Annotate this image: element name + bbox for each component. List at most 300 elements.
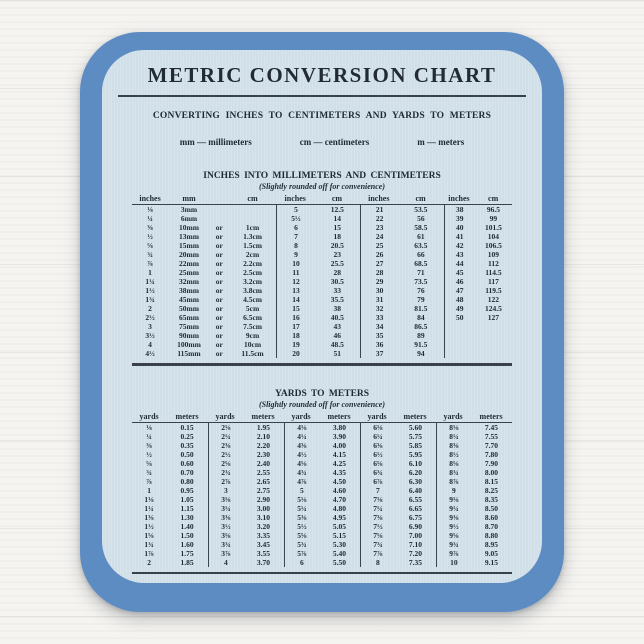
table-cell: or: [215, 259, 223, 268]
table-cell: 28: [333, 268, 341, 277]
table-cell: 4⅛: [297, 422, 307, 432]
table-cell: inches: [139, 194, 161, 203]
table-cell: 117: [488, 277, 499, 286]
table-cell: 7.45: [484, 422, 498, 432]
table-cell: ⅝: [146, 458, 152, 468]
table-cell: 14: [333, 214, 341, 223]
table-cell: 43: [333, 322, 341, 331]
inches-section-title: INCHES INTO MILLIMETERS AND CENTIMETERS: [203, 171, 441, 181]
inches-header-group: [276, 193, 360, 204]
table-cell: 2⅛: [221, 422, 231, 432]
yards-section: [102, 389, 542, 575]
table-cell: 7.55: [484, 431, 498, 441]
table-cell: 7.80: [484, 449, 498, 459]
table-cell: 50mm: [179, 304, 200, 313]
table-cell: 2.75: [256, 485, 270, 495]
table-cell: 5¾: [297, 539, 307, 549]
table-cell: 2½: [145, 313, 155, 322]
table-cell: 46: [333, 331, 341, 340]
table-cell: 48: [455, 295, 464, 304]
table-cell: 8⅞: [449, 476, 459, 486]
table-cell: 30.5: [330, 277, 344, 286]
table-cell: 122: [487, 295, 500, 304]
table-cell: 3: [224, 485, 228, 495]
table-cell: 8: [376, 557, 380, 567]
table-cell: 29: [375, 277, 384, 286]
table-cell: 18: [292, 331, 300, 340]
table-cell: 7⅛: [373, 494, 383, 504]
table-cell: 2¼: [221, 431, 231, 441]
table-cell: 13mm: [179, 232, 200, 241]
table-cell: 53.5: [414, 205, 428, 214]
table-cell: 81.5: [414, 304, 428, 313]
table-cell: 1: [148, 268, 152, 277]
table-cell: or: [215, 304, 223, 313]
table-cell: yards: [139, 411, 159, 421]
table-cell: 36: [375, 340, 384, 349]
table-cell: 46: [455, 277, 464, 286]
table-cell: 2¾: [221, 467, 231, 477]
table-cell: 5.95: [408, 449, 422, 459]
table-cell: 5.15: [332, 530, 346, 540]
table-cell: 6.20: [408, 467, 422, 477]
inches-table-body: [132, 205, 512, 358]
table-cell: 3⅞: [221, 548, 231, 558]
table-cell: 20.5: [330, 241, 344, 250]
table-cell: 2⅝: [221, 458, 231, 468]
table-cell: 4.00: [332, 440, 346, 450]
page-title: METRIC CONVERSION CHART: [147, 63, 497, 87]
table-cell: 2.10: [256, 431, 270, 441]
table-cell: 9⅞: [449, 548, 459, 558]
table-cell: 3.55: [256, 548, 270, 558]
table-cell: 7.70: [484, 440, 498, 450]
table-cell: 1.85: [180, 557, 194, 567]
table-cell: 33: [375, 313, 384, 322]
table-cell: 90mm: [179, 331, 200, 340]
table-cell: 2.30: [256, 449, 270, 459]
table-cell: 35.5: [330, 295, 344, 304]
table-cell: 1⅝: [144, 530, 154, 540]
table-cell: 8⅝: [449, 458, 459, 468]
table-cell: 6½: [373, 449, 383, 459]
table-cell: 12.5: [330, 205, 344, 214]
table-cell: ¼: [146, 431, 152, 441]
table-cell: 3.8cm: [243, 286, 263, 295]
table-cell: yards: [215, 411, 235, 421]
table-cell: 6.5cm: [243, 313, 263, 322]
table-cell: 1.5cm: [243, 241, 263, 250]
table-cell: ⅞: [147, 259, 153, 268]
table-cell: 4.80: [332, 503, 346, 513]
table-cell: 4½: [297, 449, 307, 459]
conversion-chart-panel: [102, 50, 542, 583]
table-cell: 8.15: [484, 476, 498, 486]
table-cell: 1.40: [180, 521, 194, 531]
table-cell: mm: [182, 194, 196, 203]
table-cell: 9: [452, 485, 456, 495]
table-cell: 47: [455, 286, 464, 295]
table-cell: or: [215, 277, 223, 286]
table-cell: 4¼: [297, 431, 307, 441]
table-cell: 127: [487, 313, 500, 322]
table-cell: 84: [417, 313, 425, 322]
table-cell: 4.95: [332, 512, 346, 522]
table-cell: ¼: [147, 214, 153, 223]
table-cell: 35: [375, 331, 384, 340]
table-cell: 3.80: [332, 422, 346, 432]
table-cell: ⅜: [146, 440, 152, 450]
table-cell: inches: [368, 194, 390, 203]
table-cell: meters: [403, 411, 427, 421]
table-cell: 89: [417, 331, 425, 340]
table-cell: 1: [147, 485, 151, 495]
table-cell: ⅛: [147, 205, 153, 214]
table-cell: 68.5: [414, 259, 428, 268]
table-cell: 3.10: [256, 512, 270, 522]
table-cell: meters: [479, 411, 503, 421]
table-cell: 3¾: [221, 539, 231, 549]
table-cell: 2.55: [256, 467, 270, 477]
table-cell: 31: [375, 295, 384, 304]
table-cell: 1¼: [145, 277, 155, 286]
table-cell: cm: [488, 194, 499, 203]
table-cell: 9: [294, 250, 298, 259]
inches-column-group: [360, 205, 444, 358]
table-cell: 3.45: [256, 539, 270, 549]
table-cell: 8: [294, 241, 298, 250]
table-cell: 8.35: [484, 494, 498, 504]
table-cell: 10: [450, 557, 458, 567]
table-cell: 50: [455, 313, 464, 322]
table-cell: 2.20: [256, 440, 270, 450]
table-cell: 115mm: [177, 349, 201, 358]
table-cell: 23: [333, 250, 341, 259]
table-cell: 7: [376, 485, 380, 495]
table-cell: 44: [455, 259, 464, 268]
table-cell: 3.35: [256, 530, 270, 540]
table-cell: 7⅞: [373, 548, 383, 558]
table-cell: 10cm: [244, 340, 262, 349]
table-cell: 6.55: [408, 494, 422, 504]
table-cell: 6mm: [180, 214, 198, 223]
table-cell: 73.5: [414, 277, 428, 286]
legend-item-mm: mm — millimeters: [179, 137, 252, 147]
table-cell: or: [215, 349, 223, 358]
table-cell: 5: [300, 485, 304, 495]
table-cell: 3⅜: [221, 512, 231, 522]
table-cell: 9cm: [245, 331, 260, 340]
table-cell: 9.15: [484, 557, 498, 567]
yards-table: [132, 411, 512, 575]
table-cell: 4.70: [332, 494, 346, 504]
table-cell: 37: [375, 349, 384, 358]
table-cell: 1.60: [180, 539, 194, 549]
table-cell: or: [215, 223, 223, 232]
yards-column-group: [284, 423, 360, 567]
table-cell: 2cm: [245, 250, 260, 259]
table-cell: 4⅜: [297, 440, 307, 450]
yards-header-group: [436, 411, 512, 422]
table-cell: 2: [147, 557, 151, 567]
table-cell: 9⅜: [449, 512, 459, 522]
table-cell: 7¼: [373, 503, 383, 513]
table-cell: 1½: [145, 286, 155, 295]
table-cell: 0.60: [180, 458, 194, 468]
table-cell: 4.5cm: [243, 295, 263, 304]
table-cell: 6⅞: [373, 476, 383, 486]
table-cell: 43: [455, 250, 464, 259]
table-cell: 17: [292, 322, 300, 331]
table-cell: 1.15: [180, 503, 194, 513]
table-cell: [229, 205, 277, 214]
table-cell: ⅝: [147, 241, 153, 250]
table-cell: 6: [300, 557, 304, 567]
table-cell: 7⅝: [373, 530, 383, 540]
table-cell: 4⅝: [297, 458, 307, 468]
table-cell: 71: [417, 268, 425, 277]
table-cell: 8.80: [484, 530, 498, 540]
table-cell: 7½: [373, 521, 383, 531]
table-cell: 8.50: [484, 503, 498, 513]
table-cell: 45mm: [179, 295, 200, 304]
table-cell: or: [215, 250, 223, 259]
yards-section-note: (Slightly rounded off for convenience): [258, 399, 386, 409]
table-cell: 9⅛: [449, 494, 459, 504]
table-cell: 58.5: [414, 223, 428, 232]
table-cell: 3½: [221, 521, 231, 531]
table-cell: 6.90: [408, 521, 422, 531]
table-cell: ½: [146, 449, 152, 459]
table-cell: 1.50: [180, 530, 194, 540]
table-cell: 38: [333, 304, 341, 313]
table-cell: 2⅞: [221, 476, 231, 486]
table-cell: 3½: [145, 331, 155, 340]
table-cell: 8¾: [449, 467, 459, 477]
table-cell: ¾: [147, 250, 153, 259]
table-cell: [229, 214, 277, 223]
table-cell: 104: [487, 232, 500, 241]
table-cell: 9½: [449, 521, 459, 531]
table-cell: 1.75: [180, 548, 194, 558]
table-cell: inches: [448, 194, 470, 203]
table-cell: 3: [148, 322, 152, 331]
table-cell: 20mm: [179, 250, 200, 259]
inches-table-header: [132, 193, 512, 204]
table-cell: 79: [417, 295, 425, 304]
table-cell: 0.70: [180, 467, 194, 477]
table-cell: cm: [415, 194, 426, 203]
table-cell: 5cm: [245, 304, 260, 313]
table-cell: 11: [292, 268, 300, 277]
table-cell: 2.90: [256, 494, 270, 504]
table-cell: 5.75: [408, 431, 422, 441]
table-cell: 119.5: [485, 286, 502, 295]
table-cell: 39: [455, 214, 464, 223]
table-cell: 5.30: [332, 539, 346, 549]
table-cell: 3¼: [221, 503, 231, 513]
yards-table-header: [132, 411, 512, 422]
table-bottom-rule: [132, 363, 512, 366]
table-cell: 56: [417, 214, 425, 223]
table-cell: 8½: [449, 449, 459, 459]
table-cell: or: [215, 340, 223, 349]
table-cell: inches: [284, 194, 306, 203]
table-cell: 1¼: [144, 503, 154, 513]
table-cell: 6.10: [408, 458, 422, 468]
table-cell: 4.60: [332, 485, 346, 495]
table-cell: 0.80: [180, 476, 194, 486]
table-cell: 114.5: [485, 268, 502, 277]
inches-table: [132, 193, 512, 366]
table-cell: 7: [294, 232, 298, 241]
table-cell: or: [215, 322, 223, 331]
table-cell: 3.00: [256, 503, 270, 513]
table-cell: 9⅝: [449, 530, 459, 540]
table-cell: 40.5: [330, 313, 344, 322]
table-cell: ¾: [146, 467, 152, 477]
table-cell: 1⅛: [144, 494, 154, 504]
table-cell: 9.05: [484, 548, 498, 558]
table-cell: meters: [175, 411, 199, 421]
table-cell: 26: [375, 250, 384, 259]
table-cell: 7.90: [484, 458, 498, 468]
table-cell: 41: [455, 232, 464, 241]
table-cell: 14: [292, 295, 300, 304]
table-cell: 100mm: [177, 340, 201, 349]
table-cell: 15: [292, 304, 300, 313]
table-cell: 7.5cm: [243, 322, 263, 331]
table-cell: 5⅞: [297, 548, 307, 558]
table-cell: 25.5: [330, 259, 344, 268]
table-cell: 22: [375, 214, 384, 223]
table-cell: 101.5: [484, 223, 502, 232]
table-cell: 8.95: [484, 539, 498, 549]
table-cell: 0.95: [180, 485, 194, 495]
table-cell: ⅛: [146, 422, 152, 432]
table-cell: 32: [375, 304, 384, 313]
table-cell: 25: [375, 241, 384, 250]
table-cell: 25mm: [179, 268, 200, 277]
table-cell: or: [215, 241, 223, 250]
table-cell: or: [215, 331, 223, 340]
table-cell: 3.2cm: [243, 277, 263, 286]
table-cell: 6.75: [408, 512, 422, 522]
table-bottom-rule: [132, 572, 512, 575]
legend-item-cm: cm — centimeters: [299, 137, 370, 147]
table-cell: 124.5: [484, 304, 502, 313]
table-cell: 5⅜: [297, 512, 307, 522]
table-cell: 2.40: [256, 458, 270, 468]
table-cell: 4.25: [332, 458, 346, 468]
table-cell: 33: [333, 286, 341, 295]
table-cell: or: [215, 232, 223, 241]
table-cell: cm: [331, 194, 343, 203]
table-cell: 3.90: [332, 431, 346, 441]
table-cell: 8.00: [484, 467, 498, 477]
table-cell: 1cm: [245, 223, 260, 232]
table-cell: 3mm: [180, 205, 198, 214]
table-cell: 4½: [145, 349, 155, 358]
table-cell: meters: [327, 411, 351, 421]
table-cell: 6.30: [408, 476, 422, 486]
table-cell: 4: [148, 340, 152, 349]
table-cell: 38mm: [179, 286, 200, 295]
table-cell: 6.65: [408, 503, 422, 513]
table-cell: 6⅜: [373, 440, 383, 450]
inches-header-group: [132, 193, 276, 204]
table-cell: 1.95: [256, 422, 270, 432]
table-cell: or: [215, 313, 223, 322]
table-cell: 1½: [144, 521, 154, 531]
yards-column-group: [436, 423, 512, 567]
table-cell: 22mm: [179, 259, 200, 268]
inches-header-group: [360, 193, 444, 204]
table-cell: 32mm: [179, 277, 200, 286]
table-cell: 5.85: [408, 440, 422, 450]
table-cell: 49: [455, 304, 464, 313]
table-cell: yards: [443, 411, 463, 421]
table-cell: 1⅞: [144, 548, 154, 558]
table-cell: 5: [294, 205, 298, 214]
table-cell: 1.3cm: [243, 232, 263, 241]
table-cell: 9¾: [449, 539, 459, 549]
table-cell: 18: [333, 232, 341, 241]
table-cell: 8.70: [484, 521, 498, 531]
table-cell: 2: [148, 304, 152, 313]
table-cell: 4.15: [332, 449, 346, 459]
table-cell: 91.5: [414, 340, 428, 349]
table-cell: ⅞: [146, 476, 152, 486]
yards-header-group: [284, 411, 360, 422]
table-cell: 7.20: [408, 548, 422, 558]
table-cell: or: [215, 295, 223, 304]
table-cell: 7.35: [408, 557, 422, 567]
legend-item-m: m — meters: [417, 137, 465, 147]
table-cell: 28: [375, 268, 384, 277]
table-cell: 15mm: [179, 241, 200, 250]
table-cell: 12: [292, 277, 300, 286]
yards-column-group: [208, 423, 284, 567]
table-cell: 106.5: [484, 241, 502, 250]
table-cell: 1¾: [144, 539, 154, 549]
table-cell: 16: [292, 313, 300, 322]
table-cell: 5.50: [332, 557, 346, 567]
table-cell: 8.60: [484, 512, 498, 522]
table-cell: cm: [247, 194, 258, 203]
table-cell: 1⅜: [144, 512, 154, 522]
table-cell: 20: [292, 349, 300, 358]
table-cell: 6¾: [373, 467, 383, 477]
table-cell: 34: [375, 322, 384, 331]
table-cell: 15: [333, 223, 341, 232]
yards-column-group: [360, 423, 436, 567]
table-cell: 1.30: [180, 512, 194, 522]
table-cell: 5¼: [297, 503, 307, 513]
table-cell: 65mm: [179, 313, 200, 322]
table-cell: [210, 214, 229, 223]
table-cell: or: [215, 286, 223, 295]
table-cell: 3⅛: [221, 494, 231, 504]
chart-subtitle: CONVERTING INCHES TO CENTIMETERS AND YARDS TO METERS: [152, 111, 492, 121]
table-cell: 11.5cm: [241, 349, 264, 358]
table-cell: 4.35: [332, 467, 346, 477]
table-cell: 1¾: [145, 295, 155, 304]
table-cell: 99: [489, 214, 498, 223]
table-cell: 10: [292, 259, 300, 268]
yards-section-title: YARDS TO METERS: [274, 388, 370, 399]
table-cell: 0.25: [180, 431, 194, 441]
